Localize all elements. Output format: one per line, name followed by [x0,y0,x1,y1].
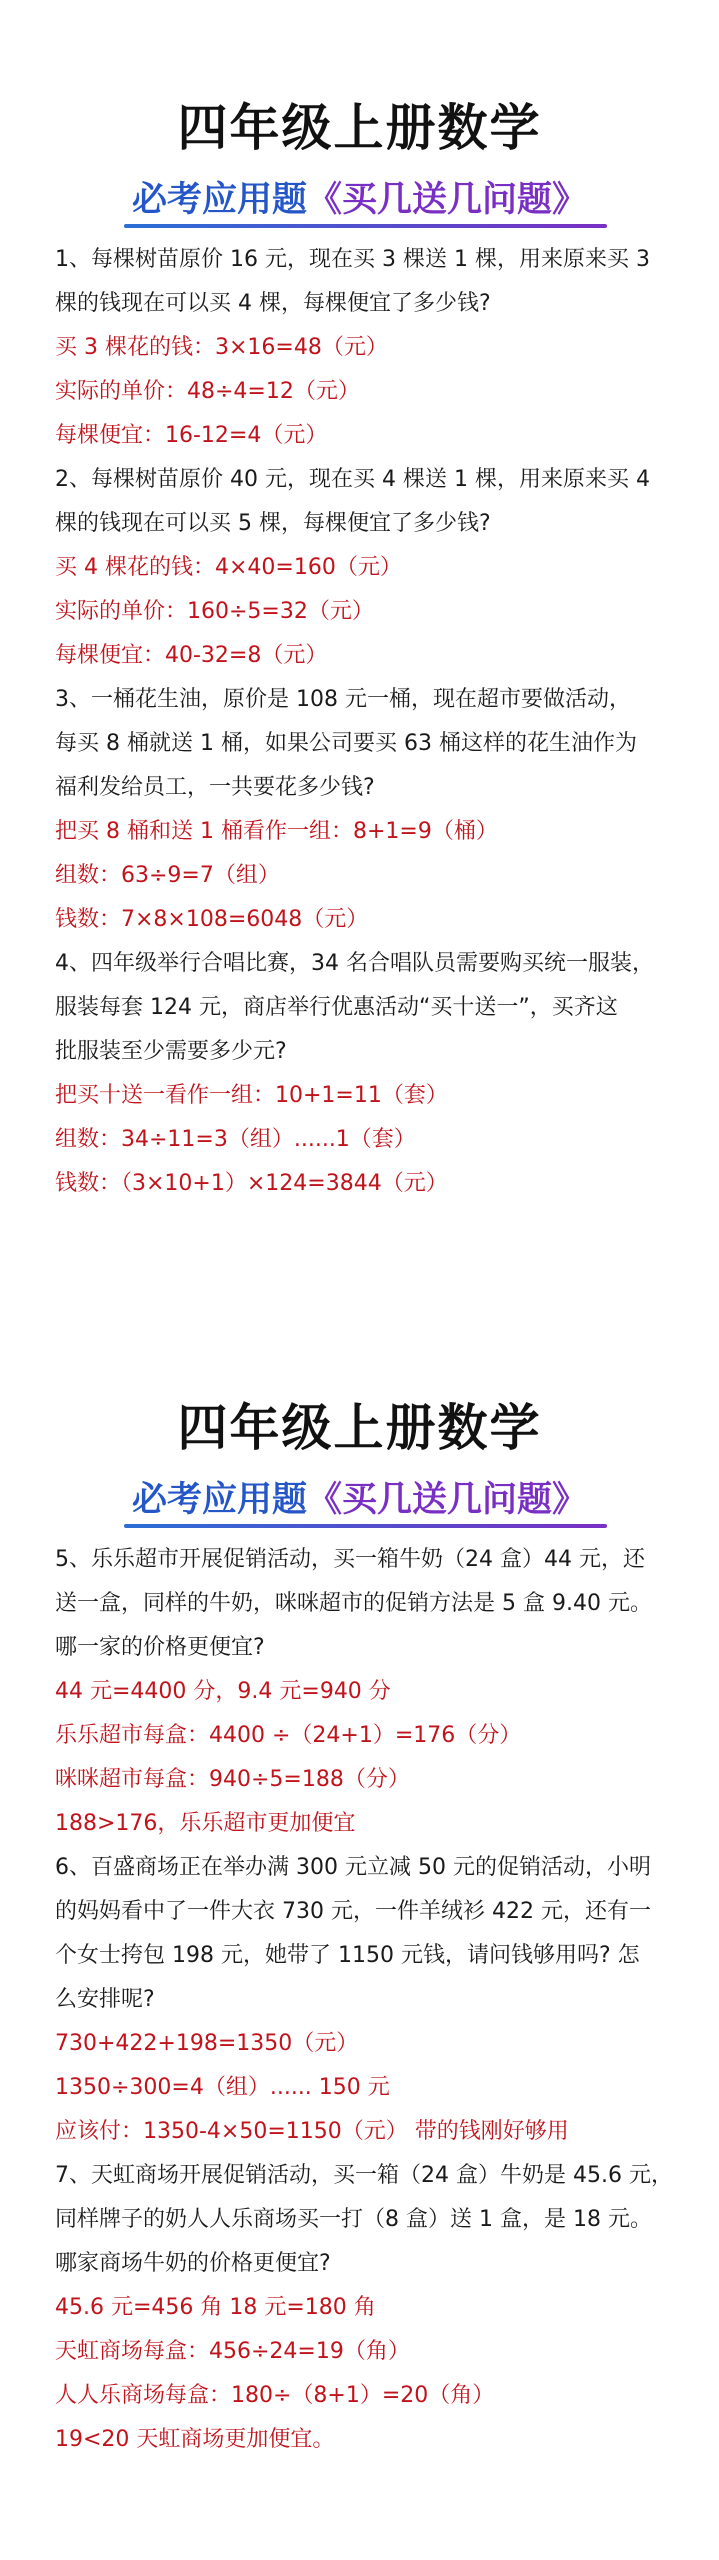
question-text-line: 4、四年级举行合唱比赛，34 名合唱队员需要购买统一服装， [55,951,654,976]
subtitle-prefix: 必考应用题 [131,180,307,220]
question-text-line: 批服装至少需要多少元? [55,1039,287,1064]
subtitle-suffix: 《买几送几问题》 [307,180,588,220]
answer-text-line: 应该付：1350-4×50=1150（元） 带的钱刚好够用 [55,2119,569,2144]
subtitle-underline [124,224,607,228]
question-text-line: 2、每棵树苗原价 40 元，现在买 4 棵送 1 棵，用来原来买 4 [55,467,650,492]
question-text-line: 5、乐乐超市开展促销活动，买一箱牛奶（24 盒）44 元，还 [55,1547,645,1572]
answer-text-line: 1350÷300=4（组）...... 150 元 [55,2075,390,2100]
problem-list [55,238,685,1206]
subtitle-container [0,1472,719,1528]
subtitle [124,1472,595,1528]
question-text-line: 哪一家的价格更便宜? [55,1635,265,1660]
question-text-line: 3、一桶花生油，原价是 108 元一桶，现在超市要做活动， [55,687,631,712]
question-text-line: 么安排呢? [55,1987,155,2012]
subtitle-container [0,172,719,228]
answer-text-line: 钱数：7×8×108=6048（元） [55,907,369,932]
answer-text-line: 钱数：（3×10+1）×124=3844（元） [55,1171,448,1196]
answer-text-line: 45.6 元=456 角 18 元=180 角 [55,2295,376,2320]
question-text-line: 6、百盛商场正在举办满 300 元立减 50 元的促销活动，小明 [55,1855,651,1880]
answer-text-line: 乐乐超市每盒：4400 ÷（24+1）=176（分） [55,1723,522,1748]
subtitle-prefix: 必考应用题 [131,1480,307,1520]
question-text-line: 服装每套 124 元，商店举行优惠活动“买十送一”，买齐这 [55,995,618,1020]
question-text-line: 个女士挎包 198 元，她带了 1150 元钱，请问钱够用吗? 怎 [55,1943,640,1968]
subtitle-suffix: 《买几送几问题》 [307,1480,588,1520]
question-text-line: 棵的钱现在可以买 4 棵，每棵便宜了多少钱? [55,291,491,316]
answer-text-line: 把买十送一看作一组：10+1=11（套） [55,1083,448,1108]
question-text-line: 1、每棵树苗原价 16 元，现在买 3 棵送 1 棵，用来原来买 3 [55,247,650,272]
question-text-line: 棵的钱现在可以买 5 棵，每棵便宜了多少钱? [55,511,491,536]
answer-text-line: 买 3 棵花的钱：3×16=48（元） [55,335,388,360]
answer-text-line: 实际的单价：160÷5=32（元） [55,599,374,624]
subtitle [124,172,595,228]
worksheet-section-1 [0,0,719,1260]
question-text-line: 福利发给员工，一共要花多少钱? [55,775,375,800]
answer-text-line: 组数：34÷11=3（组）......1（套） [55,1127,416,1152]
answer-text-line: 19<20 天虹商场更加便宜。 [55,2427,335,2452]
answer-text-line: 组数：63÷9=7（组） [55,863,280,888]
answer-text-line: 44 元=4400 分，9.4 元=940 分 [55,1679,391,1704]
worksheet-section-2 [0,1300,719,2560]
question-text-line: 的妈妈看中了一件大衣 730 元，一件羊绒衫 422 元，还有一 [55,1899,651,1924]
answer-text-line: 把买 8 桶和送 1 桶看作一组：8+1=9（桶） [55,819,498,844]
answer-text-line: 买 4 棵花的钱：4×40=160（元） [55,555,402,580]
answer-text-line: 188>176，乐乐超市更加便宜 [55,1811,356,1836]
answer-text-line: 人人乐商场每盒：180÷（8+1）=20（角） [55,2383,495,2408]
answer-text-line: 实际的单价：48÷4=12（元） [55,379,360,404]
problem-list [55,1538,685,2462]
question-text-line: 同样牌子的奶人人乐商场买一打（8 盒）送 1 盒，是 18 元。 [55,2207,652,2232]
question-text-line: 每买 8 桶就送 1 桶，如果公司要买 63 桶这样的花生油作为 [55,731,637,756]
subtitle-underline [124,1524,607,1528]
question-text-line: 哪家商场牛奶的价格更便宜? [55,2251,331,2276]
page-title: 四年级上册数学 [177,1399,542,1457]
question-text-line: 7、天虹商场开展促销活动，买一箱（24 盒）牛奶是 45.6 元， [55,2163,673,2188]
answer-text-line: 每棵便宜：16-12=4（元） [55,423,328,448]
answer-text-line: 每棵便宜：40-32=8（元） [55,643,328,668]
question-text-line: 送一盒，同样的牛奶，咪咪超市的促销方法是 5 盒 9.40 元。 [55,1591,652,1616]
answer-text-line: 天虹商场每盒：456÷24=19（角） [55,2339,410,2364]
answer-text-line: 咪咪超市每盒：940÷5=188（分） [55,1767,410,1792]
page-title: 四年级上册数学 [177,99,542,157]
answer-text-line: 730+422+198=1350（元） [55,2031,359,2056]
